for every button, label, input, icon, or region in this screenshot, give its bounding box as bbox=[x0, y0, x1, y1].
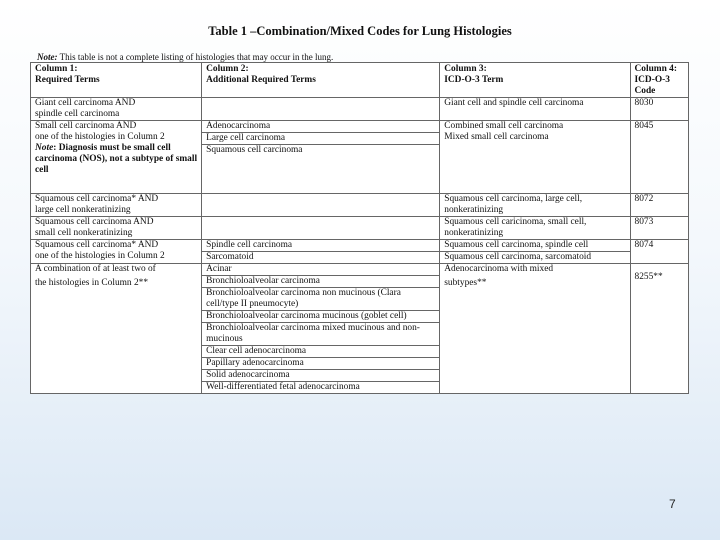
row3-additional-terms bbox=[202, 194, 440, 217]
header-row bbox=[31, 63, 689, 98]
row5-icd-term: Squamous cell carcinoma, spindle cell bbox=[440, 240, 630, 252]
row6-additional-term: Bronchioloalveolar carcinoma mucinous (goblet cell) bbox=[202, 311, 440, 323]
table-row bbox=[31, 240, 689, 252]
row6-additional-term: Well-differentiated fetal adenocarcinoma bbox=[202, 382, 440, 394]
row3-icd-term: Squamous cell carcinoma, large cell, nonkeratinizing bbox=[440, 194, 630, 217]
row6-additional-term: Bronchioloalveolar carcinoma bbox=[202, 276, 440, 288]
table-title: Table 1 –Combination/Mixed Codes for Lung Histologies bbox=[208, 24, 512, 38]
row3-required-terms: Squamous cell carcinoma* AND large cell nonkeratinizing bbox=[31, 194, 202, 217]
page-number: 7 bbox=[669, 497, 676, 511]
row6-icd-term: Adenocarcinoma with mixed subtypes** bbox=[440, 264, 630, 394]
row5-additional-term: Spindle cell carcinoma bbox=[202, 240, 440, 252]
row6-code: 8255** bbox=[630, 264, 688, 394]
row2-additional-term: Squamous cell carcinoma bbox=[202, 145, 440, 194]
row5-additional-term: Sarcomatoid bbox=[202, 252, 440, 264]
row6-required-terms: A combination of at least two of the histologies in Column 2** bbox=[31, 264, 202, 394]
row4-additional-terms bbox=[202, 217, 440, 240]
table-row bbox=[31, 98, 689, 121]
header-col3: Column 3: ICD-O-3 Term bbox=[440, 63, 630, 98]
row6-additional-term: Bronchioloalveolar carcinoma mixed mucinous and non-mucinous bbox=[202, 323, 440, 346]
row4-icd-term: Squamous cell caricinoma, small cell, nonkeratinizing bbox=[440, 217, 630, 240]
row5-icd-term: Squamous cell carcinoma, sarcomatoid bbox=[440, 252, 630, 264]
table-row bbox=[31, 121, 689, 133]
note-label: Note: bbox=[37, 52, 58, 62]
row6-additional-term: Solid adenocarcinoma bbox=[202, 370, 440, 382]
header-col1: Column 1: Required Terms bbox=[31, 63, 202, 98]
row1-icd-term: Giant cell and spindle cell carcinoma bbox=[440, 98, 630, 121]
row1-code: 8030 bbox=[630, 98, 688, 121]
note-text: This table is not a complete listing of histologies that may occur in the lung. bbox=[59, 52, 334, 62]
row3-code: 8072 bbox=[630, 194, 688, 217]
table-row bbox=[31, 264, 689, 276]
row2-additional-term: Adenocarcinoma bbox=[202, 121, 440, 133]
row6-additional-term: Acinar bbox=[202, 264, 440, 276]
row2-code: 8045 bbox=[630, 121, 688, 194]
lung-histology-table bbox=[30, 62, 689, 394]
row6-additional-term: Clear cell adenocarcinoma bbox=[202, 346, 440, 358]
row1-required-terms: Giant cell carcinoma AND spindle cell carcinoma bbox=[31, 98, 202, 121]
row2-required-terms: Small cell carcinoma AND one of the histologies in Column 2 Note: Diagnosis must be small cell carcinoma (NOS), not a subtype of small cell bbox=[31, 121, 202, 194]
row4-required-terms: Squamous cell carcinoma AND small cell nonkeratinizing bbox=[31, 217, 202, 240]
row6-additional-term: Papillary adenocarcinoma bbox=[202, 358, 440, 370]
table-row bbox=[31, 194, 689, 217]
table-row bbox=[31, 217, 689, 240]
row5-code: 8074 bbox=[630, 240, 688, 264]
table-note bbox=[37, 52, 333, 62]
row2-icd-term: Combined small cell carcinoma Mixed small cell carcinoma bbox=[440, 121, 630, 194]
row1-additional-terms bbox=[202, 98, 440, 121]
header-col2: Column 2: Additional Required Terms bbox=[202, 63, 440, 98]
row6-additional-term: Bronchioloalveolar carcinoma non mucinous (Clara cell/type II pneumocyte) bbox=[202, 288, 440, 311]
row5-required-terms: Squamous cell carcinoma* AND one of the histologies in Column 2 bbox=[31, 240, 202, 264]
header-col4: Column 4: ICD-O-3 Code bbox=[630, 63, 688, 98]
row2-additional-term: Large cell carcinoma bbox=[202, 133, 440, 145]
row4-code: 8073 bbox=[630, 217, 688, 240]
